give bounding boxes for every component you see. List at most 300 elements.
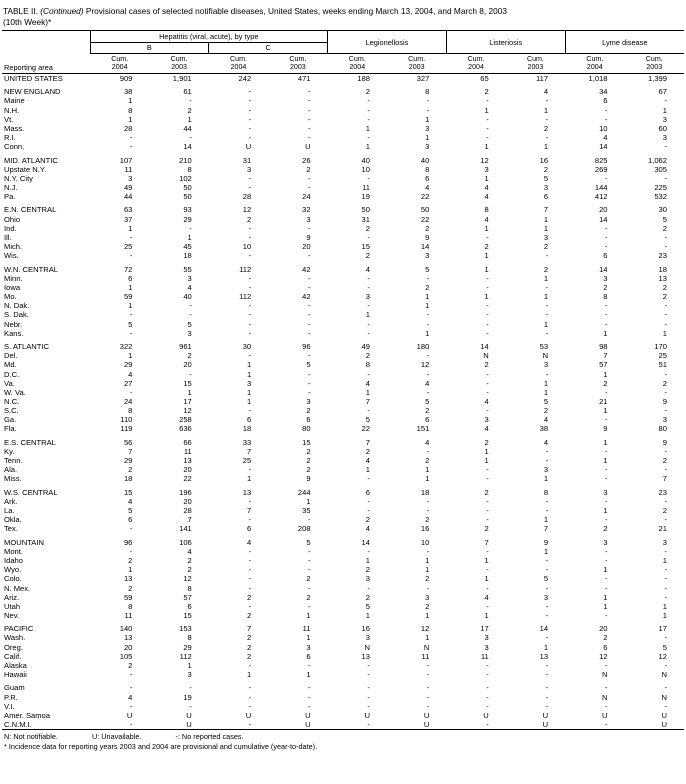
value-cell: - [367, 506, 370, 516]
value-cell: - [545, 670, 549, 680]
value-cell: 305 [654, 164, 667, 174]
value-cell: 2 [187, 105, 192, 115]
value-cell: - [486, 406, 489, 416]
value-cell: 4 [484, 214, 489, 224]
value-cell: - [308, 328, 311, 338]
value-cell: 18 [242, 424, 252, 434]
value-cell: - [664, 301, 667, 311]
value-cell: - [486, 583, 489, 593]
value-cell: 2 [484, 524, 489, 534]
value-cell: 3 [128, 173, 133, 183]
value-cell: 1 [246, 369, 252, 379]
value-cell: - [426, 692, 430, 702]
value-cell: - [664, 406, 667, 416]
cum-2004-header: Cum. 2004 [565, 54, 624, 74]
value-cell: 7 [246, 624, 252, 634]
table-row [2, 192, 684, 201]
value-cell: 3 [662, 133, 667, 142]
value-cell: 19 [183, 692, 192, 702]
cum-2003-header: Cum. 2003 [625, 54, 684, 74]
value-cell: 50 [183, 192, 192, 202]
value-cell: - [604, 574, 608, 584]
hepatitis-b-header: B [90, 43, 209, 54]
value-cell: - [308, 683, 311, 693]
value-cell: - [367, 96, 370, 106]
value-cell: 1 [425, 301, 430, 311]
value-cell: 5 [425, 264, 430, 274]
value-cell: 141 [179, 524, 192, 534]
value-cell: - [545, 114, 549, 124]
table-row [2, 633, 684, 642]
value-cell: 6 [187, 601, 192, 611]
value-cell: - [248, 310, 252, 320]
value-cell: 1 [425, 556, 430, 566]
value-cell: 28 [242, 192, 252, 202]
value-cell: 2 [128, 660, 133, 670]
value-cell: 2 [187, 556, 192, 566]
value-cell: 1 [543, 214, 549, 224]
value-cell: - [664, 173, 667, 183]
value-cell: 66 [183, 437, 192, 447]
value-cell: 1 [603, 369, 608, 379]
value-cell: - [604, 114, 608, 124]
value-cell: 13 [123, 633, 133, 643]
value-cell: 2 [484, 242, 489, 252]
table-row [2, 251, 684, 260]
value-cell: - [604, 583, 608, 593]
value-cell: 20 [183, 360, 192, 370]
value-cell: 2 [543, 406, 549, 416]
value-cell: - [248, 301, 252, 311]
value-cell: 1 [128, 96, 133, 106]
value-cell: 5 [662, 214, 667, 224]
table-row [2, 183, 684, 192]
value-cell: 1 [603, 601, 608, 611]
value-cell: - [189, 96, 192, 106]
value-cell: 1 [365, 123, 370, 133]
value-cell: 8 [603, 292, 608, 302]
value-cell: - [664, 583, 667, 593]
value-cell: - [426, 583, 430, 593]
table-row [2, 538, 684, 547]
reporting-area-cell: Tex. [4, 524, 18, 534]
value-cell: - [367, 474, 370, 484]
table-row [2, 624, 684, 633]
value-cell: 12 [420, 360, 430, 370]
value-cell: 412 [594, 192, 608, 202]
value-cell: 4 [543, 437, 549, 447]
value-cell: 2 [365, 251, 370, 261]
cum-2004-header: Cum. 2004 [209, 54, 268, 74]
value-cell: 1 [543, 546, 549, 556]
value-cell: 825 [594, 155, 608, 165]
reporting-area-cell: Del. [4, 351, 18, 361]
cum-2004-header: Cum. 2004 [446, 54, 505, 74]
reporting-area-cell: Mass. [4, 123, 25, 133]
value-cell: 1 [306, 610, 311, 620]
value-cell: 4 [365, 264, 370, 274]
reporting-area-cell: N.J. [4, 182, 18, 192]
value-cell: 25 [123, 242, 133, 252]
value-cell: 2 [128, 583, 133, 593]
value-cell: 40 [420, 155, 430, 165]
value-cell: 2 [484, 87, 489, 97]
value-cell: 3 [543, 465, 549, 475]
value-cell: - [664, 546, 667, 556]
value-cell: 1 [365, 556, 370, 566]
value-cell: 11 [480, 651, 489, 661]
value-cell: N [364, 642, 370, 652]
value-cell: - [486, 496, 489, 506]
value-cell: 2 [365, 87, 370, 97]
value-cell: 28 [183, 506, 192, 516]
legend [2, 730, 684, 741]
value-cell: - [248, 496, 252, 506]
value-cell: U [186, 720, 192, 730]
value-cell: 4 [187, 282, 192, 292]
value-cell: 16 [420, 524, 430, 534]
value-cell: - [664, 369, 667, 379]
value-cell: 14 [539, 624, 549, 634]
reporting-area-cell: Mich. [4, 242, 23, 252]
value-cell: 4 [128, 496, 133, 506]
value-cell: - [129, 232, 133, 242]
value-cell: - [664, 660, 667, 670]
value-cell: 3 [365, 574, 370, 584]
value-cell: 26 [302, 155, 311, 165]
value-cell: 5 [187, 319, 192, 329]
value-cell: - [248, 574, 252, 584]
reporting-area-cell: Ohio [4, 214, 21, 224]
value-cell: - [486, 273, 489, 283]
value-cell: - [545, 446, 549, 456]
table-header [2, 31, 684, 74]
value-cell: 60 [658, 123, 667, 133]
reporting-area-cell: E.N. CENTRAL [4, 205, 57, 215]
value-cell: 961 [179, 342, 192, 352]
value-cell: 1 [425, 292, 430, 302]
value-cell: 12 [480, 155, 489, 165]
value-cell: 50 [420, 205, 430, 215]
title-line-1 [3, 6, 684, 17]
value-cell: U [364, 710, 370, 720]
value-cell: 532 [654, 192, 667, 202]
value-cell: 55 [183, 264, 192, 274]
value-cell: 3 [425, 142, 430, 152]
cum-2003-header: Cum. 2003 [268, 54, 327, 74]
value-cell: 24 [123, 396, 133, 406]
reporting-area-cell: N.H. [4, 105, 20, 115]
value-cell: 3 [603, 487, 608, 497]
value-cell: 12 [599, 651, 608, 661]
value-cell: 1 [603, 506, 608, 516]
value-cell: 106 [179, 537, 192, 547]
value-cell: 1 [128, 114, 133, 124]
value-cell: 1 [425, 114, 430, 124]
value-cell: 7 [246, 506, 252, 516]
value-cell: - [664, 701, 667, 711]
value-cell: 1 [603, 406, 608, 416]
value-cell: - [486, 692, 489, 702]
value-cell: U [305, 142, 311, 152]
value-cell: 3 [543, 360, 549, 370]
value-cell: 2 [306, 574, 311, 584]
value-cell: 5 [425, 396, 430, 406]
value-cell: 53 [539, 342, 549, 352]
value-cell: U [305, 710, 311, 720]
value-cell: 1 [425, 474, 430, 484]
value-cell: 3 [662, 537, 667, 547]
reporting-area-cell: Mont. [4, 546, 23, 556]
value-cell: 636 [179, 424, 192, 434]
value-cell: 1 [662, 610, 667, 620]
value-cell: - [486, 328, 489, 338]
value-cell: - [367, 546, 370, 556]
reporting-area-header: Reporting area [2, 31, 90, 74]
listeriosis-header: Listeriosis [446, 31, 565, 54]
value-cell: 1 [603, 592, 608, 602]
table-row [2, 556, 684, 565]
table-row [2, 661, 684, 670]
value-cell: 11 [183, 446, 192, 456]
value-cell: 110 [120, 415, 133, 425]
value-cell: 23 [658, 251, 667, 261]
reporting-area-cell: W.S. CENTRAL [4, 487, 58, 497]
value-cell: 4 [603, 133, 608, 142]
value-cell: - [248, 515, 252, 525]
value-cell: 8 [543, 487, 549, 497]
value-cell: - [664, 387, 667, 397]
value-cell: 21 [658, 524, 667, 534]
value-cell: 6 [425, 173, 430, 183]
value-cell: 12 [183, 574, 192, 584]
footnote: * Incidence data for reporting years 2003 and 2004 are provisional and cumulative (year-to-date). [4, 742, 318, 752]
value-cell: - [486, 310, 489, 320]
value-cell: 80 [658, 424, 667, 434]
value-cell: 3 [543, 182, 549, 192]
value-cell: 9 [306, 232, 311, 242]
value-cell: 14 [599, 264, 608, 274]
value-cell: - [248, 406, 252, 416]
value-cell: 9 [603, 424, 608, 434]
value-cell: - [426, 105, 430, 115]
value-cell: 2 [662, 282, 667, 292]
reporting-area-cell: Oreg. [4, 642, 23, 652]
value-cell: 2 [603, 378, 608, 388]
value-cell: - [367, 670, 370, 680]
value-cell: - [248, 282, 252, 292]
value-cell: - [545, 556, 549, 566]
value-cell: 1 [484, 292, 489, 302]
value-cell: U [423, 720, 430, 730]
value-cell: 2 [662, 506, 667, 516]
value-cell: 1 [187, 232, 192, 242]
value-cell: 25 [242, 456, 252, 466]
value-cell: - [604, 301, 608, 311]
value-cell: - [248, 87, 252, 97]
value-cell: 2 [128, 465, 133, 475]
value-cell: 180 [416, 342, 430, 352]
value-cell: 80 [302, 424, 311, 434]
value-cell: 14 [183, 142, 192, 152]
value-cell: - [308, 173, 311, 183]
value-cell: 7 [365, 396, 370, 406]
value-cell: - [486, 720, 489, 730]
table-row [2, 87, 684, 96]
value-cell: - [129, 251, 133, 261]
legend-unavailable: U: Unavailable. [91, 732, 142, 742]
value-cell: - [426, 670, 430, 680]
reporting-area-cell: C.N.M.I. [4, 720, 32, 730]
value-cell: 1 [543, 105, 549, 115]
value-cell: 3 [365, 292, 370, 302]
table-row [2, 652, 684, 661]
table-row [2, 474, 684, 483]
value-cell: 96 [302, 342, 311, 352]
cum-2004-header: Cum. 2004 [90, 54, 149, 74]
value-cell: 31 [361, 214, 370, 224]
value-cell: 188 [357, 73, 370, 83]
value-cell: 2 [365, 515, 370, 525]
value-cell: 2 [246, 651, 252, 661]
value-cell: 1 [128, 351, 133, 361]
value-cell: 1 [484, 556, 489, 566]
value-cell: - [545, 456, 549, 466]
reporting-area-cell: Utah [4, 601, 21, 611]
value-cell: - [248, 701, 252, 711]
value-cell: - [426, 496, 430, 506]
value-cell: - [308, 351, 311, 361]
table-body [2, 73, 684, 729]
value-cell: - [604, 387, 608, 397]
value-cell: 5 [365, 601, 370, 611]
value-cell: 2 [662, 223, 667, 233]
value-cell: 2 [543, 164, 549, 174]
value-cell: 9 [425, 232, 430, 242]
value-cell: 20 [183, 465, 192, 475]
value-cell: 1 [425, 610, 430, 620]
value-cell: 6 [128, 273, 133, 283]
value-cell: 2 [128, 556, 133, 566]
value-cell: N [661, 692, 667, 702]
value-cell: - [604, 232, 608, 242]
value-cell: - [545, 565, 549, 575]
value-cell: 1 [365, 610, 370, 620]
value-cell: - [308, 387, 311, 397]
value-cell: - [248, 96, 252, 106]
value-cell: - [189, 133, 192, 142]
reporting-area-cell: Amer. Samoa [4, 710, 51, 720]
value-cell: 4 [187, 546, 192, 556]
value-cell: 10 [242, 242, 252, 252]
value-cell: 1 [484, 264, 489, 274]
value-cell: 4 [246, 537, 252, 547]
value-cell: 9 [543, 537, 549, 547]
header-row-cum [2, 54, 684, 74]
value-cell: - [189, 301, 192, 311]
value-cell: - [664, 242, 667, 252]
value-cell: 29 [183, 642, 192, 652]
table-row [2, 124, 684, 133]
reporting-area-cell: Ky. [4, 446, 15, 456]
value-cell: 49 [123, 182, 133, 192]
value-cell: 1 [662, 556, 667, 566]
value-cell: - [426, 446, 430, 456]
value-cell: 9 [662, 437, 667, 447]
value-cell: 2 [306, 592, 311, 602]
table-row [2, 242, 684, 251]
value-cell: - [486, 232, 489, 242]
value-cell: - [426, 701, 430, 711]
value-cell: 140 [119, 624, 133, 634]
value-cell: 105 [119, 651, 133, 661]
value-cell: 3 [187, 273, 192, 283]
value-cell: - [308, 583, 311, 593]
value-cell: 1 [128, 282, 133, 292]
reporting-area-cell: R.I. [4, 133, 16, 142]
value-cell: 11 [362, 182, 370, 192]
value-cell: 170 [654, 342, 667, 352]
value-cell: 98 [599, 342, 608, 352]
value-cell: - [308, 114, 311, 124]
value-cell: 29 [183, 214, 192, 224]
value-cell: - [486, 670, 489, 680]
table-row [2, 115, 684, 124]
value-cell: 21 [599, 396, 608, 406]
value-cell: 72 [123, 264, 133, 274]
value-cell: - [248, 692, 252, 702]
value-cell: - [248, 173, 252, 183]
value-cell: 4 [365, 378, 370, 388]
value-cell: 20 [599, 624, 608, 634]
table-row [2, 106, 684, 115]
value-cell: 4 [484, 192, 489, 202]
value-cell: 4 [425, 182, 430, 192]
value-cell: U [542, 720, 549, 730]
value-cell: N [423, 642, 430, 652]
value-cell: 17 [480, 624, 489, 634]
value-cell: 5 [306, 360, 311, 370]
value-cell: - [308, 319, 311, 329]
value-cell: - [129, 328, 133, 338]
value-cell: 1 [484, 142, 489, 152]
value-cell: 35 [302, 506, 311, 516]
value-cell: 7 [543, 524, 549, 534]
table-row [2, 73, 684, 83]
value-cell: 1 [306, 496, 311, 506]
table-row [2, 301, 684, 310]
table-row [2, 447, 684, 456]
value-cell: 1 [484, 223, 489, 233]
reporting-area-cell: S. ATLANTIC [4, 342, 50, 352]
value-cell: - [308, 133, 311, 142]
value-cell: - [545, 96, 549, 106]
value-cell: 1 [425, 133, 430, 142]
value-cell: 3 [662, 415, 667, 425]
table-row [2, 342, 684, 351]
table-row [2, 574, 684, 583]
value-cell: U [186, 710, 192, 720]
value-cell: - [545, 683, 549, 693]
continued-label: (Continued) [40, 6, 84, 16]
table-row [2, 165, 684, 174]
table-row [2, 329, 684, 338]
value-cell: - [486, 701, 489, 711]
value-cell: - [545, 583, 549, 593]
value-cell: 1 [365, 465, 370, 475]
value-cell: 7 [187, 515, 192, 525]
reporting-area-cell: Md. [4, 360, 17, 370]
